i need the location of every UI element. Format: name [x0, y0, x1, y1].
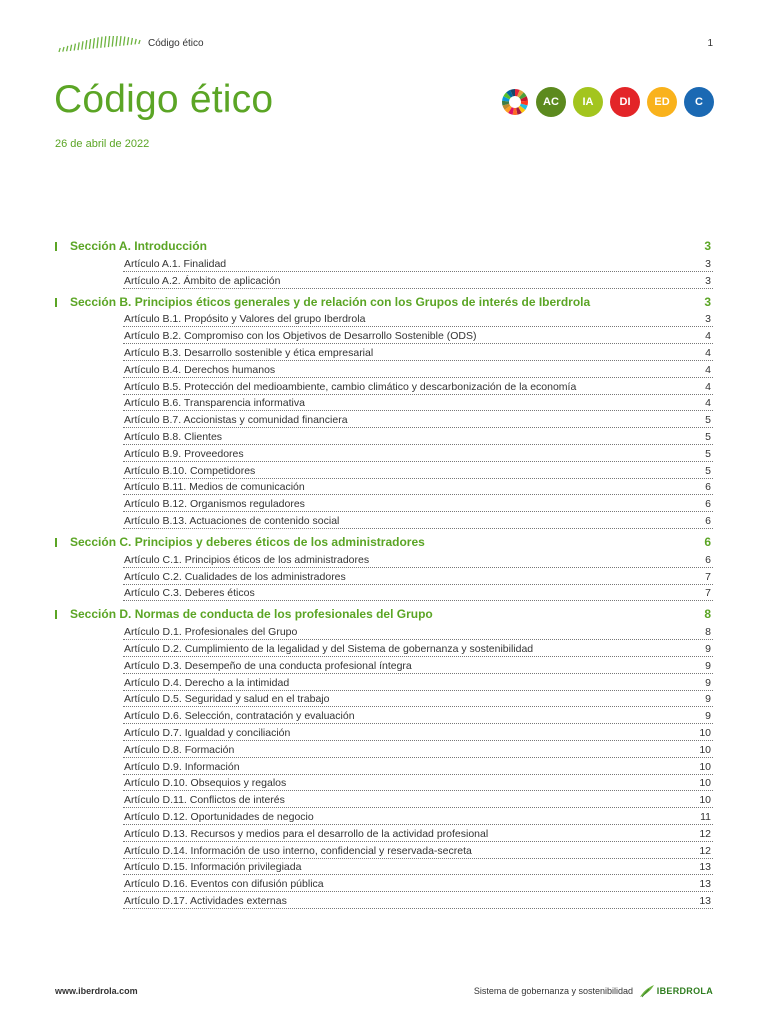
article-page: 12	[699, 844, 711, 857]
article-page: 10	[699, 726, 711, 739]
article-title: Artículo D.17. Actividades externas	[124, 894, 287, 907]
article-page: 7	[705, 570, 711, 583]
article-title: Artículo D.10. Obsequios y regalos	[124, 777, 287, 790]
article-title: Artículo B.7. Accionistas y comunidad financiera	[124, 414, 348, 427]
article-title: Artículo B.8. Clientes	[124, 430, 223, 443]
page-header	[55, 34, 713, 58]
article-page: 12	[699, 827, 711, 840]
wave-stroke	[127, 37, 128, 45]
wave-stroke	[89, 39, 90, 49]
article-title: Artículo D.3. Desempeño de una conducta profesional íntegra	[124, 659, 412, 672]
article-page: 9	[705, 659, 711, 672]
wave-logo-icon	[55, 36, 145, 56]
footer-system-title: Sistema de gobernanza y sostenibilidad	[473, 986, 633, 996]
article-title: Artículo D.5. Seguridad y salud en el trabajo	[124, 693, 330, 706]
article-page: 5	[705, 430, 711, 443]
article-page: 9	[705, 710, 711, 723]
toc-article-row[interactable]	[123, 428, 713, 445]
article-title: Artículo D.7. Igualdad y conciliación	[124, 726, 291, 739]
article-title: Artículo B.9. Proveedores	[124, 447, 244, 460]
article-title: Artículo D.13. Recursos y medios para el desarrollo de la actividad profesional	[124, 827, 489, 840]
article-page: 3	[705, 257, 711, 270]
article-page: 7	[705, 587, 711, 600]
wave-stroke	[70, 45, 71, 51]
article-page: 6	[705, 514, 711, 527]
article-title: Artículo D.11. Conflictos de interés	[124, 794, 285, 807]
toc-article-row[interactable]	[123, 462, 713, 479]
toc-article-row[interactable]	[123, 255, 713, 272]
brand-name: IBERDROLA	[656, 986, 713, 996]
wave-stroke	[86, 40, 87, 49]
article-page: 9	[705, 642, 711, 655]
toc-article-row[interactable]	[123, 551, 713, 568]
article-page: 13	[699, 894, 711, 907]
article-title: Artículo A.2. Ámbito de aplicación	[124, 274, 281, 287]
toc-article-row[interactable]	[123, 758, 713, 775]
article-title: Artículo C.2. Cualidades de los administradores	[124, 570, 346, 583]
toc-article-row[interactable]	[123, 859, 713, 876]
toc-section-row[interactable]	[55, 534, 713, 551]
article-title: Artículo D.4. Derecho a la intimidad	[124, 676, 290, 689]
toc-article-row[interactable]	[123, 568, 713, 585]
toc-section	[55, 238, 713, 289]
section-marker-icon	[55, 610, 57, 619]
section-title: Sección A. Introducción	[70, 239, 207, 253]
footer-url[interactable]: www.iberdrola.com	[55, 986, 138, 996]
article-page: 5	[705, 414, 711, 427]
badges-group	[501, 87, 714, 117]
toc-section	[55, 606, 713, 909]
article-title: Artículo B.11. Medios de comunicación	[124, 481, 305, 494]
wave-stroke	[78, 42, 79, 50]
article-page: 9	[705, 693, 711, 706]
article-page: 10	[699, 794, 711, 807]
toc-article-row[interactable]	[123, 344, 713, 361]
toc-article-row[interactable]	[123, 512, 713, 529]
toc-article-row[interactable]	[123, 479, 713, 496]
toc-section-row[interactable]	[55, 606, 713, 623]
toc-article-row[interactable]	[123, 378, 713, 395]
article-title: Artículo D.14. Información de uso interno, confidencial y reservada-secreta	[124, 844, 472, 857]
article-title: Artículo C.1. Principios éticos de los administradores	[124, 553, 370, 566]
toc-article-row[interactable]	[123, 623, 713, 640]
table-of-contents	[55, 236, 713, 914]
toc-article-row[interactable]	[123, 691, 713, 708]
article-page: 4	[705, 330, 711, 343]
toc-article-row[interactable]	[123, 674, 713, 691]
article-title: Artículo B.12. Organismos reguladores	[124, 498, 305, 511]
toc-article-row[interactable]	[123, 825, 713, 842]
toc-article-row[interactable]	[123, 724, 713, 741]
section-title: Sección D. Normas de conducta de los profesionales del Grupo	[70, 607, 433, 622]
toc-article-row[interactable]	[123, 707, 713, 724]
toc-article-row[interactable]	[123, 327, 713, 344]
wave-stroke	[120, 36, 121, 46]
article-page: 6	[705, 553, 711, 566]
toc-article-row[interactable]	[123, 842, 713, 859]
wave-stroke	[112, 36, 113, 47]
article-title: Artículo B.2. Compromiso con los Objetivos de Desarrollo Sostenible (ODS)	[124, 330, 477, 343]
wave-stroke	[63, 47, 64, 52]
article-title: Artículo D.8. Formación	[124, 743, 235, 756]
toc-article-row[interactable]	[123, 741, 713, 758]
article-title: Artículo D.2. Cumplimiento de la legalidad y del Sistema de gobernanza y sostenibilidad	[124, 642, 534, 655]
article-page: 5	[705, 464, 711, 477]
section-page: 3	[704, 239, 711, 253]
header-title: Código ético	[148, 38, 204, 49]
badge-ia: IA	[573, 87, 603, 117]
section-title: Sección B. Principios éticos generales y de relación con los Grupos de interés de Iberdrola	[70, 294, 591, 309]
toc-article-row[interactable]	[123, 775, 713, 792]
toc-section	[55, 294, 713, 529]
badge-di: DI	[610, 87, 640, 117]
wave-stroke	[97, 37, 98, 48]
article-page: 13	[699, 861, 711, 874]
wave-stroke	[131, 38, 132, 45]
badge-ac: AC	[536, 87, 566, 117]
article-page: 10	[699, 760, 711, 773]
toc-article-row[interactable]	[123, 395, 713, 412]
wave-stroke	[105, 36, 106, 47]
section-page: 8	[704, 607, 711, 622]
toc-article-row[interactable]	[123, 272, 713, 289]
wave-stroke	[135, 39, 136, 44]
wave-stroke	[101, 37, 102, 48]
wave-stroke	[139, 40, 140, 44]
document-date: 26 de abril de 2022	[55, 138, 150, 150]
leaf-logo-icon	[639, 984, 655, 998]
wave-stroke	[108, 36, 109, 47]
page-number: 1	[707, 38, 713, 49]
toc-article-row[interactable]	[123, 892, 713, 909]
article-page: 5	[705, 447, 711, 460]
article-page: 3	[705, 313, 711, 326]
toc-article-row[interactable]	[123, 808, 713, 825]
section-page: 6	[704, 534, 711, 549]
article-title: Artículo B.6. Transparencia informativa	[124, 397, 305, 410]
article-title: Artículo D.15. Información privilegiada	[124, 861, 302, 874]
toc-article-row[interactable]	[123, 640, 713, 657]
article-page: 4	[705, 363, 711, 376]
article-title: Artículo D.12. Oportunidades de negocio	[124, 810, 314, 823]
toc-article-row[interactable]	[123, 361, 713, 378]
badge-ed: ED	[647, 87, 677, 117]
toc-section-row[interactable]	[55, 294, 713, 311]
toc-article-row[interactable]	[123, 311, 713, 328]
section-marker-icon	[55, 242, 57, 251]
wave-stroke	[116, 36, 117, 46]
article-title: Artículo D.16. Eventos con difusión pública	[124, 878, 324, 891]
article-title: Artículo A.1. Finalidad	[124, 257, 227, 270]
article-page: 10	[699, 777, 711, 790]
article-page: 9	[705, 676, 711, 689]
iberdrola-logo	[639, 984, 713, 998]
wave-stroke	[82, 41, 83, 49]
article-page: 4	[705, 380, 711, 393]
section-marker-icon	[55, 298, 57, 307]
section-marker-icon	[55, 538, 57, 547]
article-page: 4	[705, 397, 711, 410]
article-title: Artículo B.10. Competidores	[124, 464, 256, 477]
wave-stroke	[93, 38, 94, 48]
article-page: 6	[705, 498, 711, 511]
toc-article-row[interactable]	[123, 657, 713, 674]
article-title: Artículo B.13. Actuaciones de contenido social	[124, 514, 340, 527]
sdg-wheel-icon	[501, 88, 529, 116]
article-page: 3	[705, 274, 711, 287]
toc-article-row[interactable]	[123, 495, 713, 512]
document-title: Código ético	[54, 78, 274, 121]
article-page: 11	[700, 810, 711, 823]
article-title: Artículo B.3. Desarrollo sostenible y ética empresarial	[124, 346, 374, 359]
wave-stroke	[67, 46, 68, 51]
article-page: 6	[705, 481, 711, 494]
article-title: Artículo D.9. Información	[124, 760, 240, 773]
toc-section-row[interactable]	[55, 238, 713, 255]
section-title: Sección C. Principios y deberes éticos de los administradores	[70, 534, 425, 549]
wave-stroke	[74, 44, 75, 51]
article-title: Artículo B.1. Propósito y Valores del grupo Iberdrola	[124, 313, 366, 326]
wave-stroke	[59, 48, 60, 52]
toc-article-row[interactable]	[123, 411, 713, 428]
badge-c: C	[684, 87, 714, 117]
wave-stroke	[124, 37, 125, 46]
toc-article-row[interactable]	[123, 445, 713, 462]
article-title: Artículo C.3. Deberes éticos	[124, 587, 255, 600]
toc-article-row[interactable]	[123, 585, 713, 602]
toc-section	[55, 534, 713, 601]
article-page: 10	[699, 743, 711, 756]
toc-article-row[interactable]	[123, 875, 713, 892]
article-page: 4	[705, 346, 711, 359]
article-title: Artículo B.4. Derechos humanos	[124, 363, 276, 376]
page-footer	[55, 984, 713, 1000]
toc-article-row[interactable]	[123, 791, 713, 808]
article-page: 13	[699, 878, 711, 891]
article-title: Artículo D.6. Selección, contratación y evaluación	[124, 710, 355, 723]
section-page: 3	[704, 294, 711, 309]
article-title: Artículo D.1. Profesionales del Grupo	[124, 626, 298, 639]
article-page: 8	[705, 626, 711, 639]
article-title: Artículo B.5. Protección del medioambiente, cambio climático y descarbonización de la economía	[124, 380, 577, 393]
